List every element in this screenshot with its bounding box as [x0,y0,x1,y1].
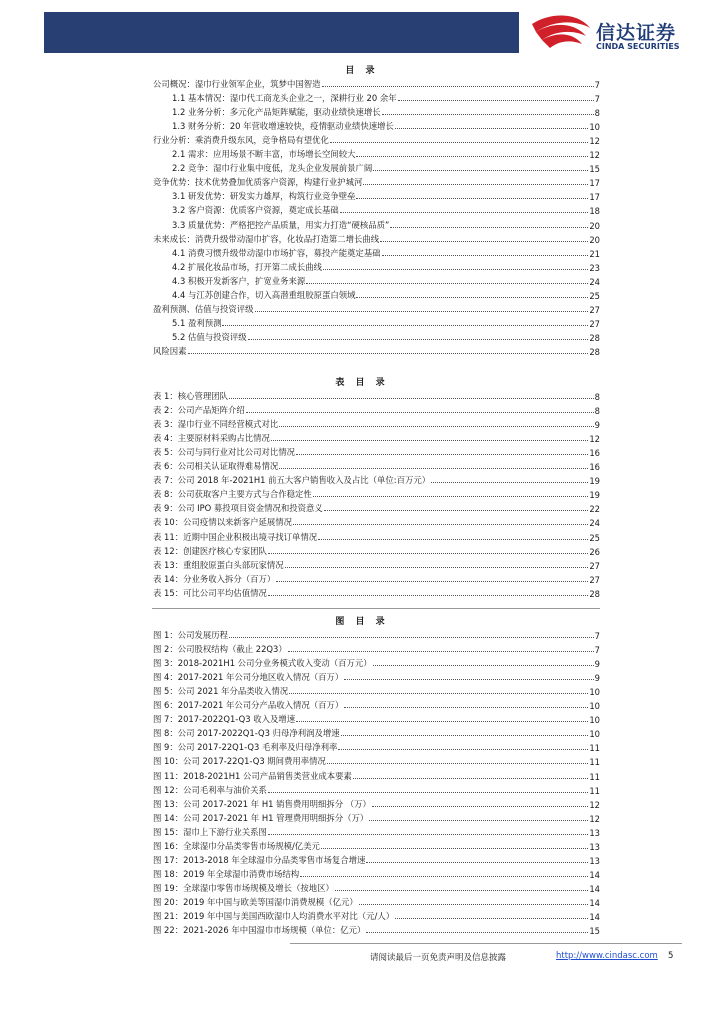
figure-entry-page: 14 [589,897,600,908]
figure-entry-page: 13 [589,841,600,852]
toc-entry-text: 1.2 业务分析：多元化产品矩阵赋能，驱动业绩快速增长 [172,107,381,118]
table-entry[interactable] [153,431,600,444]
dot-leader [341,735,589,736]
toc-entry[interactable] [172,260,600,273]
figure-entry[interactable] [153,797,600,810]
table-entry-page: 24 [589,518,600,529]
toc-entry[interactable] [172,119,600,132]
toc-entry-text: 5.1 盈利预测 [172,317,222,328]
toc-title: 目 录 [345,66,379,76]
dot-leader [382,114,594,115]
dot-leader [395,918,588,919]
table-entry[interactable] [153,473,600,486]
footer-disclaimer: 请阅读最后一页免责声明及信息披露 [370,953,507,963]
table-entry[interactable] [153,544,600,557]
toc-entry[interactable] [172,218,600,231]
figure-entry[interactable] [153,684,600,697]
dot-leader [353,778,588,779]
dot-leader [330,142,588,143]
dot-leader [268,834,589,835]
dot-leader [344,679,593,680]
dot-leader [255,311,589,312]
toc-entry-page: 15 [589,164,600,175]
dot-leader [268,595,589,596]
table-entry-page: 25 [589,532,600,543]
figure-entry-text: 图 5：公司 2021 年分品类收入情况 [153,686,289,697]
dot-leader [382,255,589,256]
dot-leader [369,820,588,821]
figure-entry[interactable] [153,656,600,669]
dot-leader [289,693,588,694]
figure-entry-text: 图 16：全球湿巾分品类零售市场规模/亿美元 [153,840,320,851]
figure-entry-page: 12 [589,813,600,824]
table-entry-page: 22 [589,504,600,515]
toc-entry-text: 公司概况：湿巾行业领军企业，筑梦中国智造 [153,79,321,89]
toc-entry-text: 风险因素 [153,345,187,356]
table-entry-text: 表 2：公司产品矩阵介绍 [153,405,245,416]
dot-leader [293,524,588,525]
logo-english-name: CINDA SECURITIES [596,42,680,51]
dot-leader [398,100,594,101]
table-entry-text: 表 1：核心管理团队 [153,391,228,401]
figure-entry-page: 11 [589,771,600,782]
toc-entry-page: 28 [589,346,600,357]
figure-entry-text: 图 1：公司发展历程 [153,630,228,640]
table-entry[interactable] [153,445,600,458]
toc-entry-page: 7 [594,94,600,105]
figure-entry[interactable] [153,670,600,683]
table-entry-page: 19 [589,476,600,487]
toc-entry-page: 21 [589,248,600,259]
figure-entry-page: 10 [589,729,600,740]
table-entry[interactable] [153,572,600,585]
figure-entry-page: 11 [589,785,600,796]
figure-entry-page: 14 [589,883,600,894]
toc-entry-text: 1.3 财务分析：20 年营收增速较快，疫情驱动业绩快速增长 [172,121,394,132]
table-entry-page: 9 [594,420,600,431]
website-link[interactable]: http://www.cindasc.com [556,951,658,961]
dot-leader [296,454,588,455]
figure-entry-text: 图 2：公司股权结构（截止 22Q3） [153,644,287,655]
table-entry[interactable] [153,487,600,500]
figure-entry[interactable] [153,895,600,908]
toc-entry[interactable] [172,330,600,343]
figure-entry-text: 图 15：湿巾上下游行业关系图 [153,826,267,837]
toc-entry[interactable] [172,161,600,174]
dot-leader [229,637,594,638]
toc-entry[interactable] [153,133,600,146]
table-entry-text: 表 11：近期中国企业积极出境寻找订单情况 [153,531,318,542]
dot-leader [248,339,589,340]
toc-entry[interactable] [172,189,600,202]
toc-entry-page: 17 [589,192,600,203]
figure-entry-text: 图 6：2017-2021 年公司分产品收入情况（百万） [153,700,344,711]
toc-entry-text: 1.1 基本情况：湿巾代工商龙头企业之一，深耕行业 20 余年 [172,93,397,104]
table-entry-page: 28 [589,588,600,599]
dot-leader [356,297,588,298]
table-entry-page: 12 [589,434,600,445]
figure-entry[interactable] [153,628,600,641]
table-entry[interactable] [153,417,600,430]
toc-entry[interactable] [153,175,600,188]
figure-entry-text: 图 19：全球湿巾零售市场规模及增长（按地区） [153,882,334,893]
toc-entry[interactable] [172,316,600,329]
toc-entry-page: 27 [589,318,600,329]
toc-entry[interactable] [153,344,600,357]
toc-entry[interactable] [172,105,600,118]
figure-entry-text: 图 17：2013-2018 年全球湿巾分品类零售市场复合增速 [153,854,366,865]
table-entry-text: 表 3：湿巾行业不同经营模式对比 [153,419,279,430]
toc-entry-page: 25 [589,290,600,301]
dot-leader [373,170,588,171]
footer-rule [290,943,682,944]
figure-entry[interactable] [153,909,600,922]
figure-entry[interactable] [153,853,600,866]
toc-entry-text: 行业分析：乘消费升级东风，竞争格局有望优化 [153,135,329,146]
figure-entry-text: 图 12：公司毛利率与油价关系 [153,784,267,795]
table-entry-page: 27 [589,574,600,585]
table-entry-text: 表 15：可比公司平均估值情况 [153,587,267,598]
dot-leader [335,890,589,891]
figure-entry[interactable] [153,698,600,711]
dot-leader [324,510,589,511]
dot-leader [366,932,588,933]
dot-leader [188,353,589,354]
toc-entry-text: 4.1 消费习惯升级带动湿巾市场扩容，募投产能奠定基础 [172,247,381,258]
table-entry-page: 8 [594,406,600,417]
toc-entry-page: 20 [589,234,600,245]
figure-entry-text: 图 13：公司 2017-2021 年 H1 销售费用明细拆分 （万） [153,798,371,809]
figure-entry-text: 图 10：公司 2017-22Q1-Q3 期间费用率情况 [153,756,326,767]
dot-leader [276,581,588,582]
toc-entry[interactable] [172,91,600,104]
dot-leader [279,468,588,469]
toc-entry-page: 20 [589,220,600,231]
figure-entry-text: 图 8：公司 2017-2022Q1-Q3 归母净利润及增速 [153,728,340,739]
table-entry-text: 表 6：公司相关认证取得难易情况 [153,461,279,472]
dot-leader [356,198,588,199]
toc-entry-text: 4.3 积极开发新客户，扩宽业务来源 [172,275,306,286]
figure-entry[interactable] [153,923,600,936]
table-entry[interactable] [153,530,600,543]
figure-entry[interactable] [153,825,600,838]
table-entry-page: 26 [589,546,600,557]
figure-entry-page: 10 [589,715,600,726]
table-entry-text: 表 10：公司疫情以来新客户延展情况 [153,517,292,528]
figure-entry-text: 图 9：公司 2017-22Q1-Q3 毛利率及归母净利率 [153,742,338,753]
toc-entry-page: 27 [589,304,600,315]
figure-entry[interactable] [153,754,600,767]
toc-entry-text: 竞争优势：技术优势叠加优质客户资源，构建行业护城河 [153,177,363,188]
toc-entry-page: 28 [589,332,600,343]
toc-entry[interactable] [172,288,600,301]
dot-leader [313,496,589,497]
cinda-logo-icon [530,14,592,54]
toc-entry-text: 未来成长：消费升级带动湿巾扩容，化妆品打造第二增长曲线 [153,233,380,244]
figure-entry-page: 7 [594,645,600,656]
toc-entry-text: 2.2 竞争：湿巾行业集中度低，龙头企业发展前景广阔 [172,163,373,174]
table-entry-text: 表 7：公司 2018 年-2021H1 前五大客户销售收入及占比（单位:百万元） [153,475,431,486]
dot-leader [340,212,589,213]
figure-entry-page: 13 [589,827,600,838]
table-entry[interactable] [153,403,600,416]
figure-entry-page: 10 [589,701,600,712]
figure-entry-text: 图 22：2021-2026 年中国湿巾市场规模（单位：亿元） [153,925,366,936]
toc-entry-text: 3.1 研发优势：研发实力雄厚，构筑行业竞争壁垒 [172,191,356,202]
dot-leader [271,440,588,441]
company-logo [530,14,710,54]
table-entry-text: 表 9：公司 IPO 募投项目资金情况和投资意义 [153,503,323,514]
figure-entry[interactable] [153,881,600,894]
dot-leader [359,904,589,905]
toc-entry[interactable] [172,147,600,160]
figure-entry[interactable] [153,740,600,753]
figure-entry-text: 图 21：2019 年中国与美国西欧湿巾人均消费水平对比（元/人） [153,911,395,921]
figure-entry-text: 图 14：公司 2017-2021 年 H1 管理费用明细拆分（万） [153,812,369,823]
toc-entry-page: 7 [594,80,600,90]
dot-leader [296,721,588,722]
dot-leader [390,227,588,228]
dot-leader [321,848,588,849]
figure-entry-text: 图 18：2019 年全球湿巾消费市场结构 [153,868,300,879]
figure-entry-text: 图 4：2017-2021 年公司分地区收入情况（百万） [153,672,344,683]
toc-entry[interactable] [153,302,600,315]
toc-entry[interactable] [172,274,600,287]
dot-leader [268,553,589,554]
table-entry-text: 表 12：创建医疗核心专家团队 [153,545,267,556]
dot-leader [279,426,593,427]
dot-leader [222,325,588,326]
table-entry-page: 16 [589,448,600,459]
dot-leader [229,398,594,399]
dot-leader [344,707,588,708]
dot-leader [356,156,588,157]
dot-leader [268,792,589,793]
toc-entry-text: 5.2 估值与投资评级 [172,331,247,342]
dot-leader [366,862,588,863]
toc-entry-text: 盈利预测、估值与投资评级 [153,303,254,314]
dot-leader [323,269,588,270]
dot-leader [395,128,588,129]
table-entry[interactable] [153,459,600,472]
figure-entry-page: 11 [589,757,600,768]
table-entry-page: 16 [589,462,600,473]
dot-leader [338,749,588,750]
dot-leader [285,567,589,568]
dot-leader [322,86,594,87]
toc-entry[interactable] [153,232,600,245]
dot-leader [380,241,588,242]
figure-entry[interactable] [153,769,600,782]
dot-leader [327,763,588,764]
figure-entry-page: 9 [594,673,600,684]
toc-entry-text: 4.4 与江苏创建合作，切入高潜重组胶原蛋白领域 [172,289,356,300]
page-number: 5 [668,951,674,961]
dot-leader [318,539,588,540]
toc-entry-page: 23 [589,262,600,273]
header-banner [44,12,519,53]
figure-entry-page: 15 [589,926,600,937]
figure-entry-page: 9 [594,659,600,670]
toc-entry[interactable] [153,77,600,90]
toc-entry-text: 3.2 客户资源：优质客户资源，奠定成长基础 [172,205,339,216]
dot-leader [373,665,594,666]
table-entry-page: 8 [594,392,600,402]
figure-entry[interactable] [153,783,600,796]
toc-entry-text: 3.3 质量优势：严格把控产品质量，用实力打造“硬核品质” [172,219,390,230]
table-entry-page: 27 [589,560,600,571]
figure-entry-text: 图 20：2019 年中国与欧美等国湿巾消费规模（亿元） [153,896,358,907]
table-entry-text: 表 13：重组胶原蛋白头部玩家情况 [153,559,284,570]
toc-entry-page: 8 [594,108,600,119]
table-entry[interactable] [153,389,600,402]
toc-entry-page: 10 [589,122,600,133]
figure-entry-page: 7 [594,631,600,641]
figure-entry-page: 10 [589,687,600,698]
toc-entry[interactable] [172,246,600,259]
figure-entry[interactable] [153,839,600,852]
figure-entry-text: 图 11：2018-2021H1 公司产品销售类营业成本要素 [153,770,352,781]
dot-leader [288,651,594,652]
table-entry[interactable] [153,501,600,514]
figure-entry-page: 14 [589,912,600,922]
table-entry[interactable] [153,558,600,571]
figure-entry-text: 图 7：2017-2022Q1-Q3 收入及增速 [153,714,296,725]
dot-leader [246,412,594,413]
toc-entry-page: 12 [589,136,600,147]
table-entry-text: 表 14：分业务收入拆分（百万） [153,573,276,584]
figure-entry[interactable] [153,867,600,880]
dot-leader [363,184,588,185]
figure-entry-page: 13 [589,855,600,866]
toc-entry-text: 2.1 需求：应用场景不断丰富，市场增长空间较大 [172,149,356,160]
dot-leader [300,876,588,877]
toc-entry[interactable] [172,203,600,216]
table-entry-text: 表 8：公司获取客户主要方式与合作稳定性 [153,489,312,500]
toc-entry-page: 12 [589,150,600,161]
tables-list-title: 表 目 录 [335,378,389,388]
logo-chinese-name: 信达证券 [596,22,677,44]
dot-leader [431,482,588,483]
section-divider [152,608,600,609]
figure-entry-page: 12 [589,799,600,810]
toc-entry-page: 18 [589,206,600,217]
table-entry-text: 表 5：公司与同行业对比公司对比情况 [153,447,295,458]
figure-entry-page: 11 [589,743,600,754]
table-entry[interactable] [153,586,600,599]
table-entry-page: 19 [589,490,600,501]
figure-entry-page: 14 [589,869,600,880]
table-entry[interactable] [153,515,600,528]
toc-entry-text: 4.2 扩展化妆品市场，打开第二成长曲线 [172,261,322,272]
figure-entry-text: 图 3：2018-2021H1 公司分业务模式收入变动（百万元） [153,658,372,669]
figure-entry[interactable] [153,712,600,725]
toc-entry-page: 24 [589,276,600,287]
figure-entry[interactable] [153,642,600,655]
toc-entry-page: 17 [589,178,600,189]
dot-leader [372,806,588,807]
figure-entry[interactable] [153,811,600,824]
table-entry-text: 表 4：主要原材料采购占比情况 [153,433,270,444]
figures-list-title: 图 目 录 [335,617,389,627]
figure-entry[interactable] [153,726,600,739]
dot-leader [306,283,588,284]
